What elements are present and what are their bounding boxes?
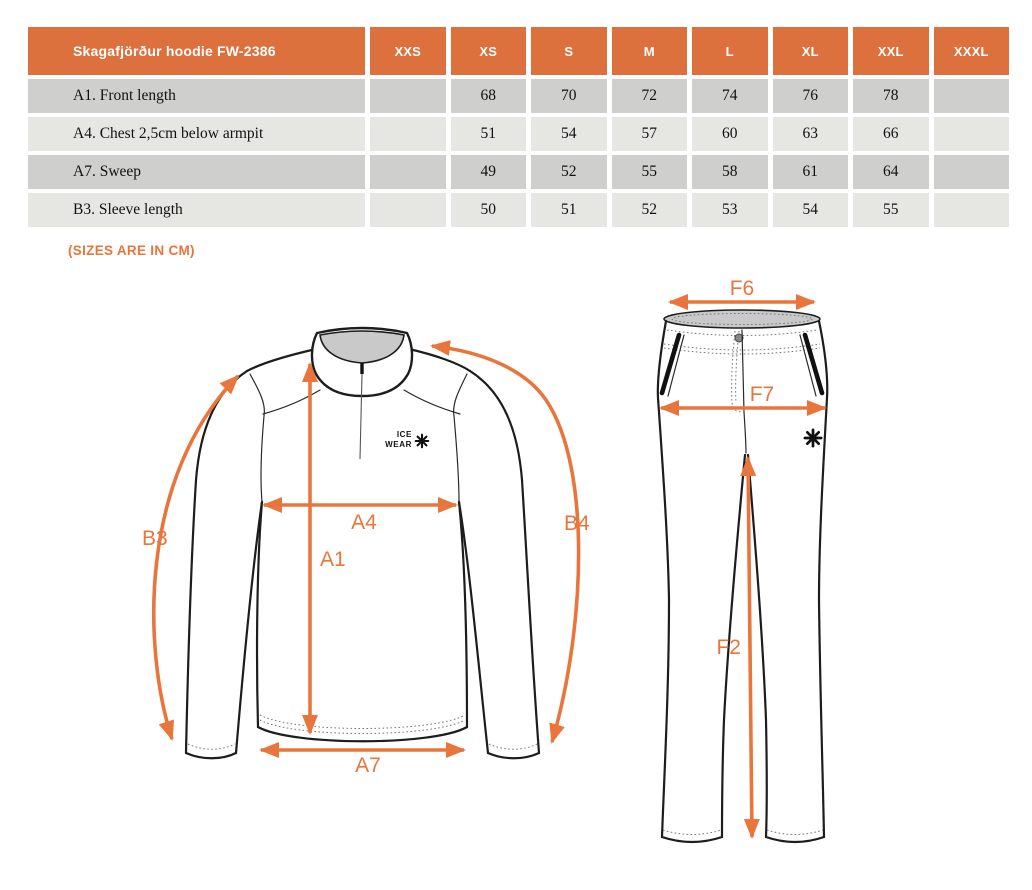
hoodie-left-cuff-stitch xyxy=(188,744,235,749)
row-label: A4. Chest 2,5cm below armpit xyxy=(28,117,365,151)
cell-value xyxy=(934,193,1010,227)
cell-value: 54 xyxy=(773,193,849,227)
column-header-l: L xyxy=(692,27,768,75)
cell-value: 55 xyxy=(853,193,929,227)
table-title: Skagafjörður hoodie FW-2386 xyxy=(28,27,365,75)
label-b3: B3 xyxy=(142,527,168,550)
row-label: B3. Sleeve length xyxy=(28,193,365,227)
row-label: A7. Sweep xyxy=(28,155,365,189)
label-a4: A4 xyxy=(351,511,377,534)
cell-value: 49 xyxy=(451,155,527,189)
snowflake-icon xyxy=(805,430,821,446)
label-f2: F2 xyxy=(716,636,741,659)
cell-value: 76 xyxy=(773,79,849,113)
cell-value: 78 xyxy=(853,79,929,113)
hoodie-left-shoulder xyxy=(247,349,316,371)
cell-value: 70 xyxy=(531,79,607,113)
cell-value: 64 xyxy=(853,155,929,189)
cell-value xyxy=(370,193,446,227)
hoodie-hem xyxy=(258,727,467,741)
label-f6: F6 xyxy=(729,277,755,300)
cell-value: 63 xyxy=(773,117,849,151)
cell-value: 51 xyxy=(451,117,527,151)
cell-value: 52 xyxy=(612,193,688,227)
cell-value xyxy=(934,155,1010,189)
row-label: A1. Front length xyxy=(28,79,365,113)
cell-value: 61 xyxy=(773,155,849,189)
column-header-m: M xyxy=(612,27,688,75)
hoodie-right-sleeve-outer xyxy=(470,371,539,753)
cell-value xyxy=(934,117,1010,151)
arrow-b3 xyxy=(154,376,238,739)
pants-diagram xyxy=(658,277,827,842)
hoodie-left-cuff xyxy=(186,753,236,758)
cell-value: 57 xyxy=(612,117,688,151)
arrow-f2 xyxy=(748,458,752,837)
hoodie-right-raglan-seam xyxy=(454,374,467,502)
pants-fly-stitch-1 xyxy=(732,331,742,412)
pants-left-outer xyxy=(658,321,669,837)
hoodie-logo-line2: WEAR xyxy=(385,440,412,449)
label-a1: A1 xyxy=(320,548,346,571)
column-header-xs: XS xyxy=(451,27,527,75)
cell-value xyxy=(370,117,446,151)
label-a7: A7 xyxy=(355,754,381,777)
hoodie-logo xyxy=(385,430,428,449)
cell-value: 68 xyxy=(451,79,527,113)
cell-value: 54 xyxy=(531,117,607,151)
pants-right-outer xyxy=(819,321,827,837)
cell-value: 52 xyxy=(531,155,607,189)
cell-value: 55 xyxy=(612,155,688,189)
pants-front-seam xyxy=(742,330,746,453)
column-header-s: S xyxy=(531,27,607,75)
cell-value: 51 xyxy=(531,193,607,227)
cell-value: 72 xyxy=(612,79,688,113)
hoodie-left-raglan-seam xyxy=(250,374,264,502)
cell-value xyxy=(934,79,1010,113)
hoodie-diagram xyxy=(142,328,590,777)
cell-value: 60 xyxy=(692,117,768,151)
hoodie-right-cuff-stitch xyxy=(489,744,537,749)
column-header-xl: XL xyxy=(773,27,849,75)
pants-right-hem xyxy=(766,837,824,842)
hoodie-right-cuff xyxy=(488,753,539,758)
cell-value: 53 xyxy=(692,193,768,227)
cell-value xyxy=(370,155,446,189)
size-table xyxy=(28,27,1009,227)
label-b4: B4 xyxy=(564,512,590,535)
hoodie-hem-stitch-1 xyxy=(260,720,465,734)
cell-value: 58 xyxy=(692,155,768,189)
cell-value: 74 xyxy=(692,79,768,113)
pants-left-hem xyxy=(662,837,722,842)
column-header-xxxl: XXXL xyxy=(934,27,1010,75)
cell-value xyxy=(370,79,446,113)
hoodie-right-sleeve-inner xyxy=(459,502,488,753)
cell-value: 50 xyxy=(451,193,527,227)
garment-diagrams xyxy=(0,268,1032,890)
cell-value: 66 xyxy=(853,117,929,151)
hoodie-left-sleeve-outer xyxy=(186,371,247,753)
label-f7: F7 xyxy=(749,383,775,406)
pants-waist-opening xyxy=(664,310,820,328)
pants-right-hem-stitch xyxy=(767,830,823,835)
hoodie-right-panel-seam xyxy=(404,390,460,414)
hoodie-logo-line1: ICE xyxy=(396,430,412,439)
column-header-xxs: XXS xyxy=(370,27,446,75)
column-header-xxl: XXL xyxy=(853,27,929,75)
units-note: (SIZES ARE IN CM) xyxy=(68,243,195,258)
pants-left-hem-stitch xyxy=(663,830,721,835)
snowflake-icon xyxy=(416,435,429,448)
hoodie-hem-stitch-2 xyxy=(260,715,465,729)
